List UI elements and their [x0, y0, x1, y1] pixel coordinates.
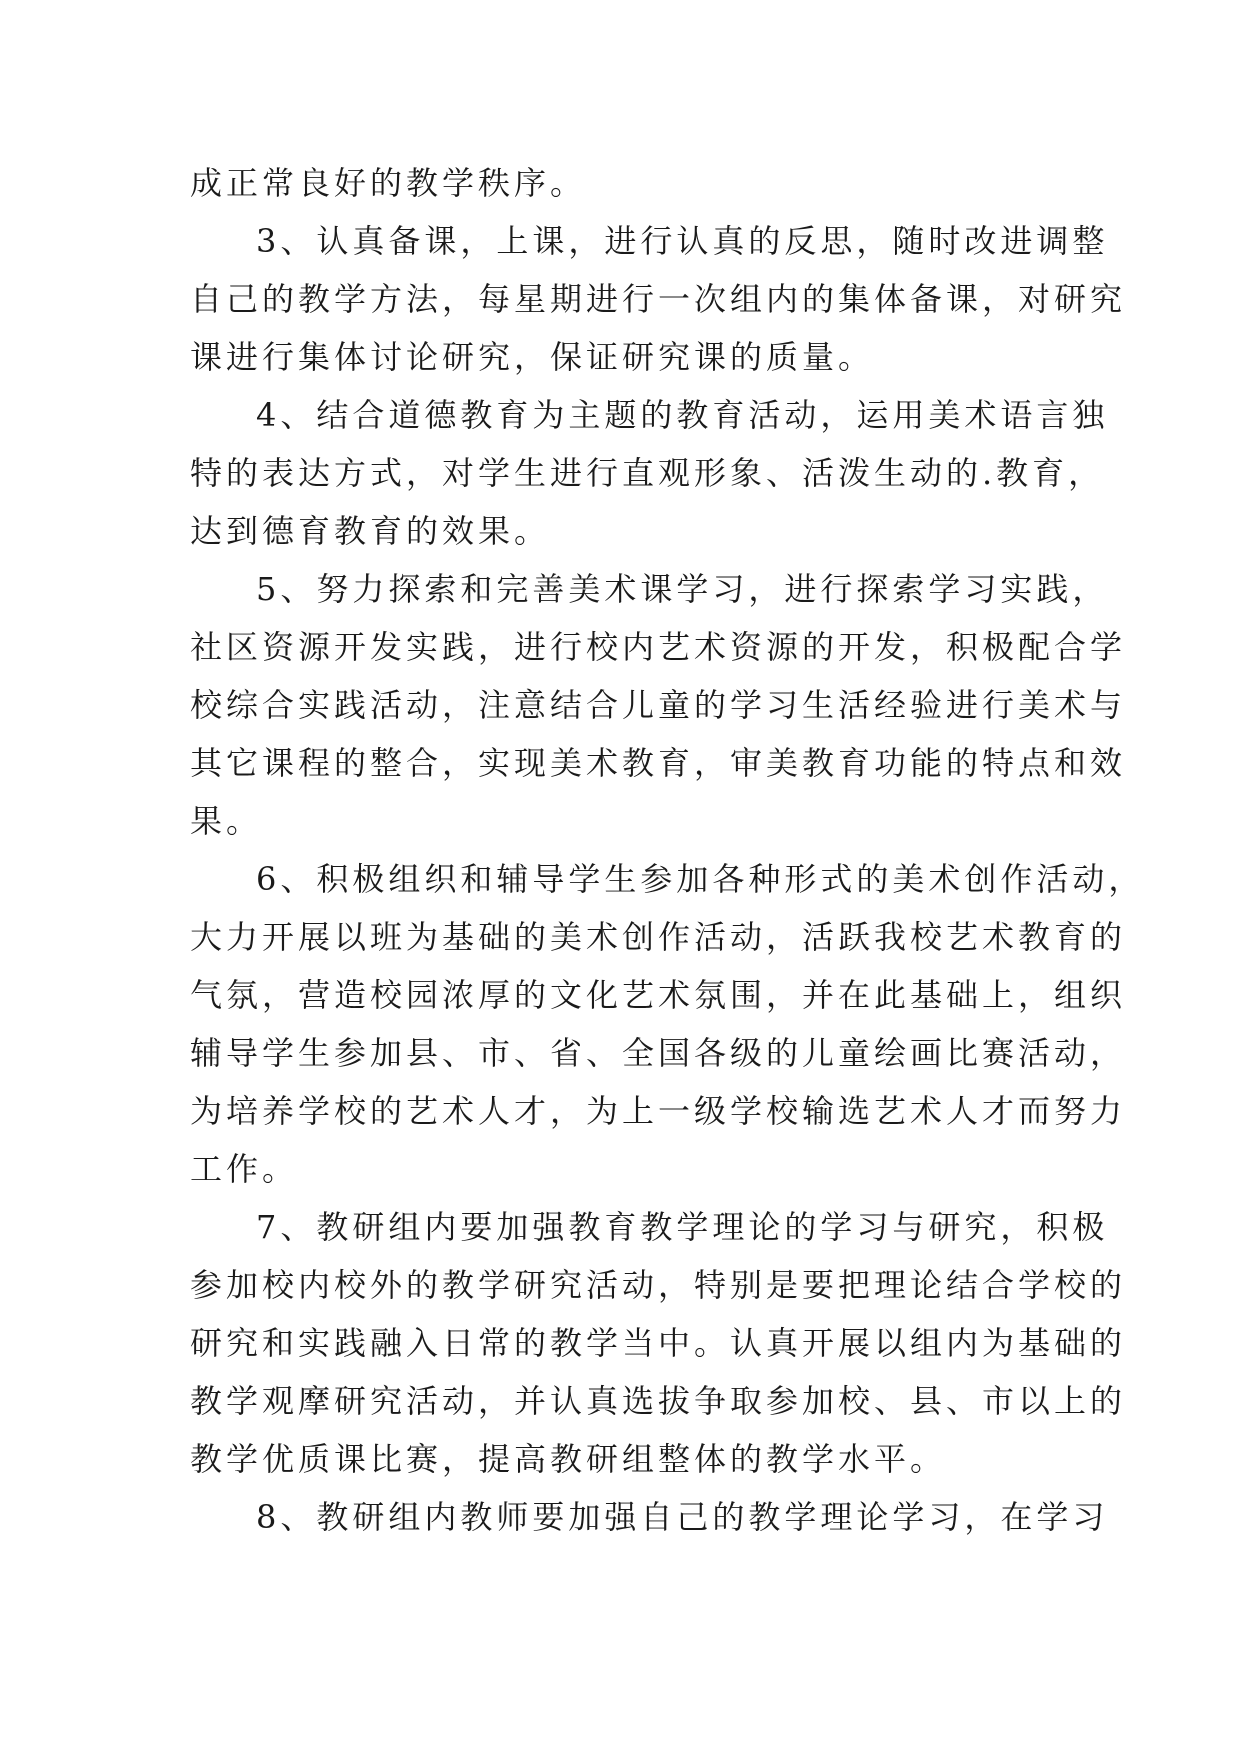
text-line: 辅导学生参加县、市、省、全国各级的儿童绘画比赛活动，: [190, 1034, 1127, 1072]
text-line: 教学优质课比赛，提高教研组整体的教学水平。: [190, 1440, 947, 1478]
text-line: 自己的教学方法，每星期进行一次组内的集体备课，对研究: [190, 280, 1127, 318]
text-line: 果。: [190, 802, 263, 840]
text-line: 参加校内校外的教学研究活动，特别是要把理论结合学校的: [190, 1266, 1127, 1304]
text-line: 6、积极组织和辅导学生参加各种形式的美术创作活动，: [256, 860, 1145, 898]
text-line: 7、教研组内要加强教育教学理论的学习与研究，积极: [256, 1208, 1109, 1246]
text-line: 3、认真备课，上课，进行认真的反思，随时改进调整: [256, 222, 1109, 260]
text-line: 为培养学校的艺术人才，为上一级学校输选艺术人才而努力: [190, 1092, 1127, 1130]
text-line: 大力开展以班为基础的美术创作活动，活跃我校艺术教育的: [190, 918, 1127, 956]
text-line: 教学观摩研究活动，并认真选拔争取参加校、县、市以上的: [190, 1382, 1127, 1420]
text-line: 5、努力探索和完善美术课学习，进行探索学习实践，: [256, 570, 1109, 608]
text-line: 成正常良好的教学秩序。: [190, 164, 587, 202]
text-line: 研究和实践融入日常的教学当中。认真开展以组内为基础的: [190, 1324, 1127, 1362]
document-body: [190, 154, 1145, 1546]
text-line: 特的表达方式，对学生进行直观形象、活泼生动的.教育，: [190, 454, 1105, 492]
text-line: 达到德育教育的效果。: [190, 512, 551, 550]
text-line: 社区资源开发实践，进行校内艺术资源的开发，积极配合学: [190, 628, 1127, 666]
text-line: 校综合实践活动，注意结合儿童的学习生活经验进行美术与: [190, 686, 1127, 724]
text-line: 其它课程的整合，实现美术教育，审美教育功能的特点和效: [190, 744, 1127, 782]
text-line: 8、教研组内教师要加强自己的教学理论学习，在学习: [256, 1498, 1109, 1536]
text-line: 工作。: [190, 1150, 299, 1188]
text-line: 4、结合道德教育为主题的教育活动，运用美术语言独: [256, 396, 1109, 434]
text-line: 课进行集体讨论研究，保证研究课的质量。: [190, 338, 875, 376]
text-line: 气氛，营造校园浓厚的文化艺术氛围，并在此基础上，组织: [190, 976, 1127, 1014]
